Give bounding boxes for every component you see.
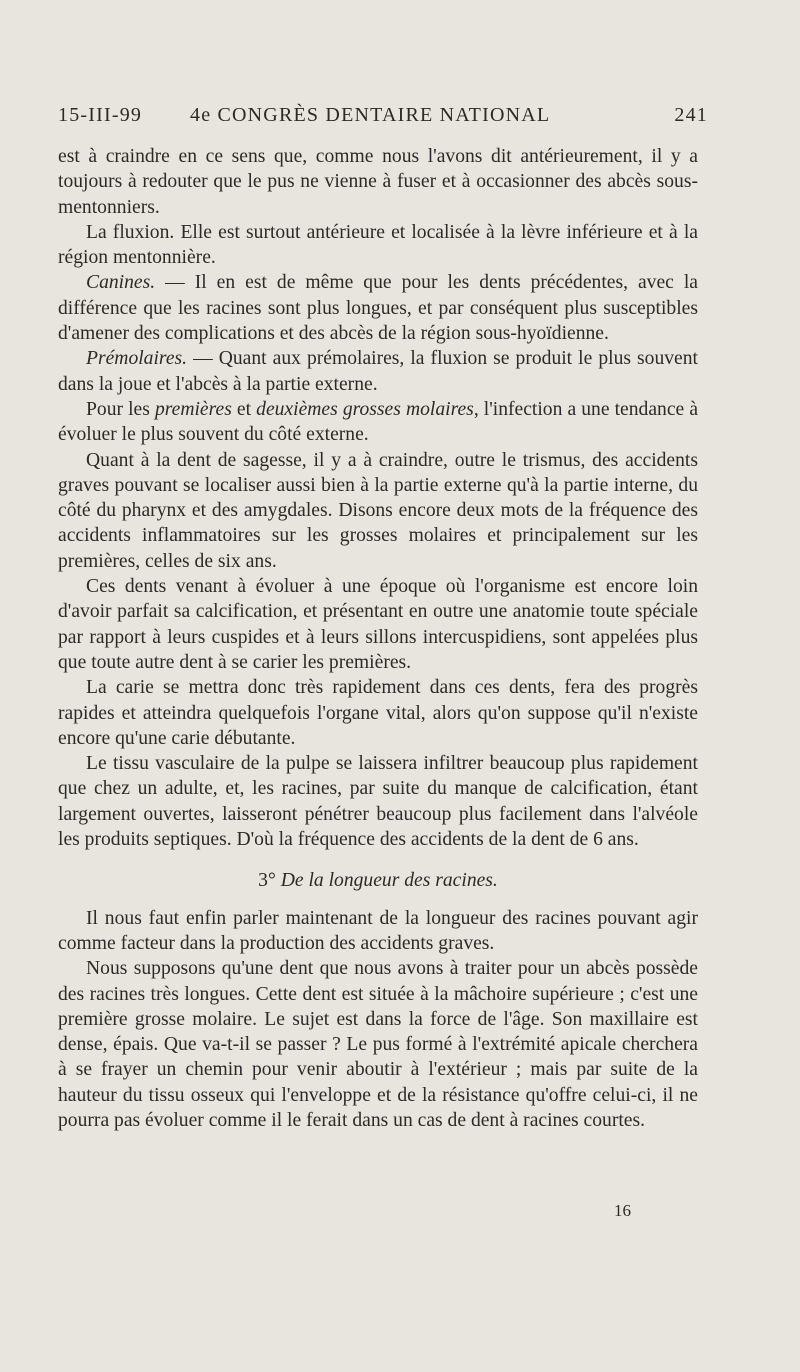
body-text xyxy=(58,144,698,1133)
paragraph-lead: Canines. xyxy=(86,272,156,294)
signature-mark: 16 xyxy=(614,1201,631,1220)
paragraph: Le tissu vasculaire de la pulpe se laissera infiltrer beaucoup plus rapidement que chez un adulte, et, les racines, par suite du manque de calcification, étant largement ouvertes, laisseront pénétrer beaucoup plus facilement dans l'alvéole les produits septiques. D'où la fréquence des accidents de la dent de 6 ans. xyxy=(58,753,698,851)
running-header xyxy=(58,104,708,140)
section-title: De la longueur des racines. xyxy=(280,870,498,892)
header-date: 15-III-99 xyxy=(58,104,143,126)
header-title: 4e CONGRÈS DENTAIRE NATIONAL xyxy=(190,104,551,126)
section-number: 3° xyxy=(258,870,276,892)
paragraph: Quant à la dent de sagesse, il y a à craindre, outre le trismus, des accidents graves pouvant se localiser aussi bien à la partie externe qu'à la partie interne, du côté du pharynx et des amygdales. Disons encore deux mots de la fréquence des accidents inflammatoires sur les grosses molaires et principalement sur les premières, celles de six ans. xyxy=(58,449,698,572)
paragraph: est à craindre en ce sens que, comme nous l'avons dit antérieurement, il y a toujours à redouter que le pus ne vienne à fuser et à occasionner des abcès sous-mentonniers. xyxy=(58,146,698,218)
paragraph: Prémolaires. — Quant aux prémolaires, la fluxion se produit le plus souvent dans la joue et l'abcès à la partie externe. xyxy=(58,348,698,395)
paragraph: Canines. — Il en est de même que pour les dents précédentes, avec la différence que les racines sont plus longues, et par conséquent plus susceptibles d'amener des complications et des abcès de la région sous-hyoïdienne. xyxy=(58,272,698,345)
paragraph: La carie se mettra donc très rapidement dans ces dents, fera des progrès rapides et atteindra quelquefois l'organe vital, alors qu'on suppose qu'il n'existe encore qu'une carie débutante. xyxy=(58,677,698,749)
paragraph: Ces dents venant à évoluer à une époque où l'organisme est encore loin d'avoir parfait sa calcification, et présentant en outre une anatomie toute spéciale par rapport à leurs cuspides et à leurs sillons intercuspidiens, sont appelées plus que toute autre dent à se carier les premières. xyxy=(58,576,698,673)
section-heading xyxy=(58,868,698,893)
paragraph: Pour les premières et deuxièmes grosses molaires, l'infection a une tendance à évoluer le plus souvent du côté externe. xyxy=(58,398,699,446)
paragraph: La fluxion. Elle est surtout antérieure et localisée à la lèvre inférieure et à la région mentonnière. xyxy=(58,221,698,269)
paragraph-lead: Prémolaires. xyxy=(86,348,188,370)
paragraph: Nous supposons qu'une dent que nous avons à traiter pour un abcès possède des racines très longues. Cette dent est située à la mâchoire supérieure ; c'est une première grosse molaire. Le sujet est dans la force de l'âge. Son maxillaire est dense, épais. Que va-t-il se passer ? Le pus formé à l'extrémité apicale cherchera à se frayer un chemin pour venir aboutir à l'extérieur ; mais par suite de la hauteur du tissu osseux qui l'enveloppe et de la résistance qu'offre celui-ci, il ne pourra pas évoluer comme il le ferait dans un cas de dent à racines courtes. xyxy=(58,958,698,1131)
page-number: 241 xyxy=(674,104,708,126)
paragraph: Il nous faut enfin parler maintenant de la longueur des racines pouvant agir comme facteur dans la production des accidents graves. xyxy=(58,907,698,954)
